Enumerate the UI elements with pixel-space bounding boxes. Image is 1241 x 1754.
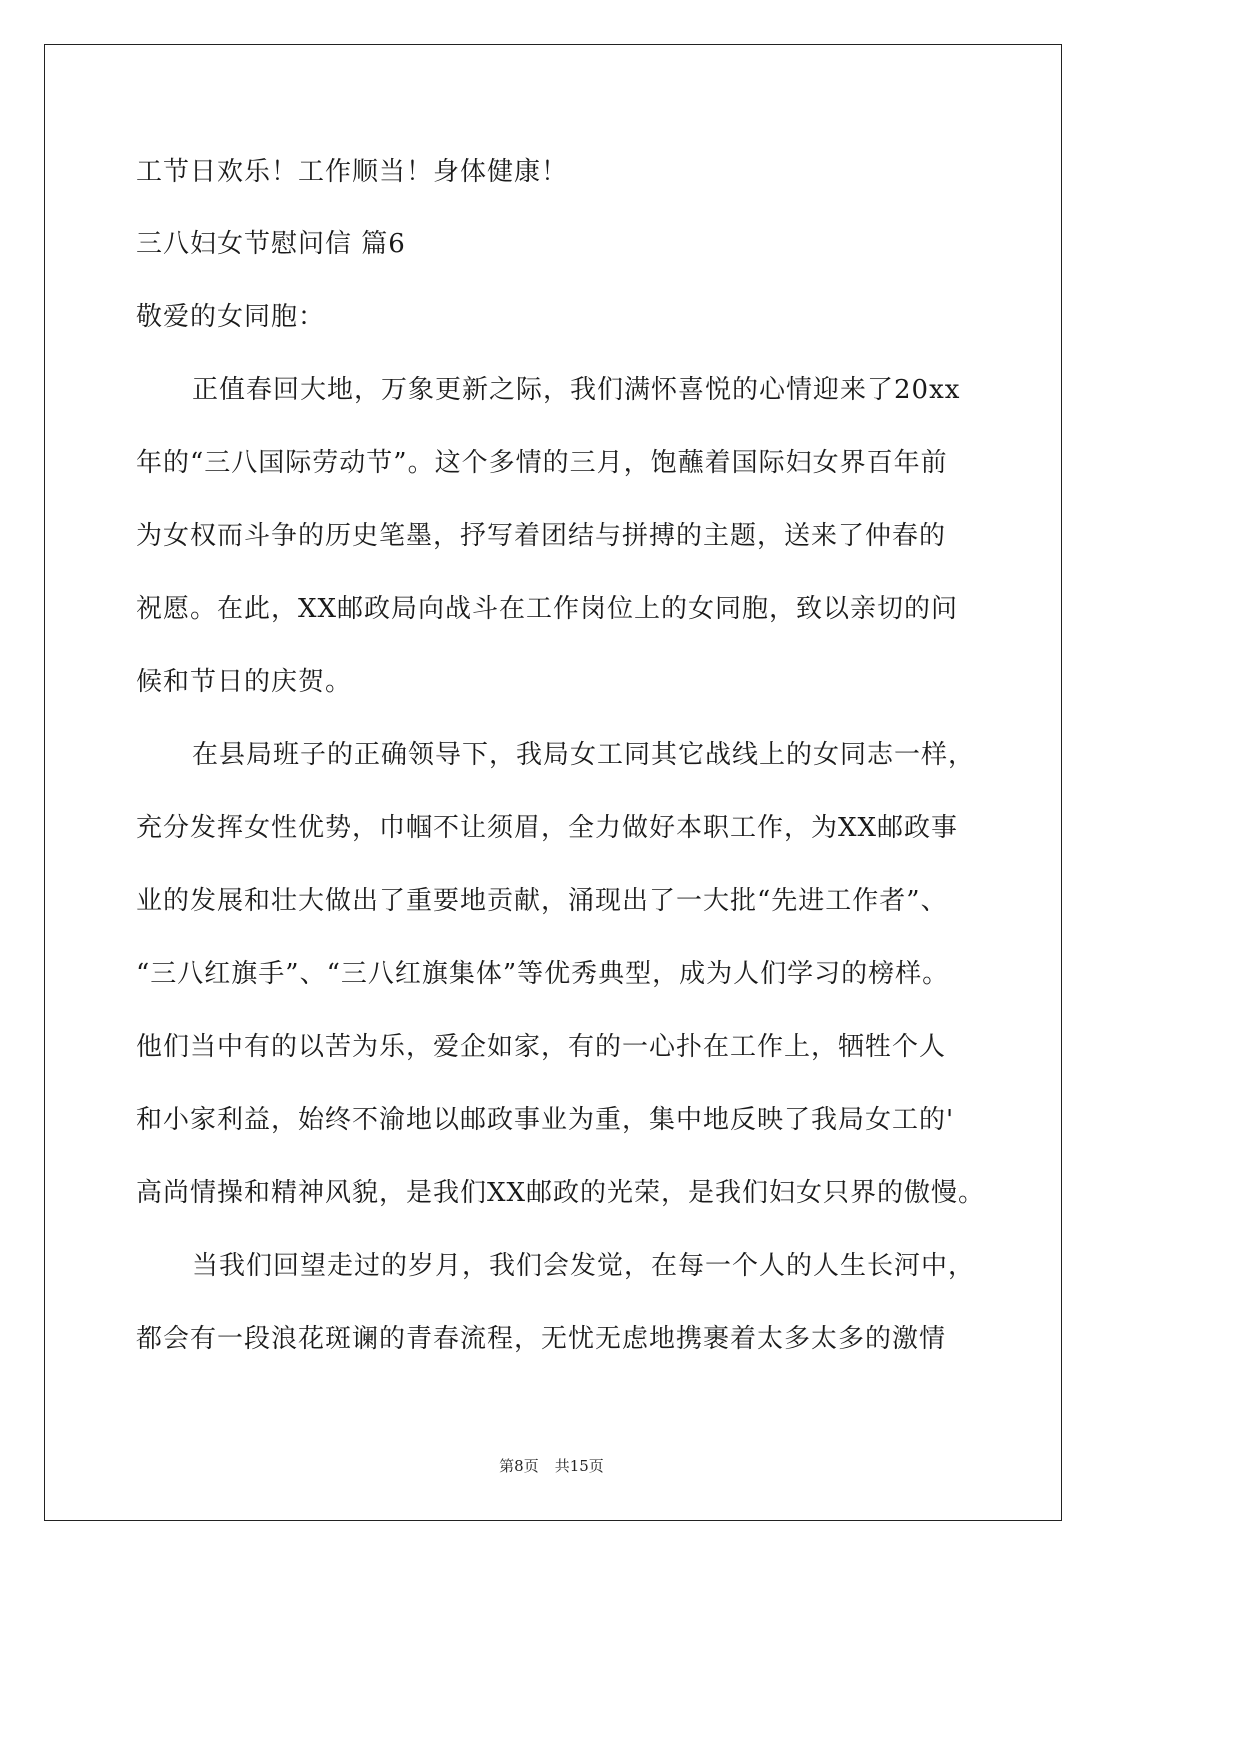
paragraph-line: 祝愿。在此，XX邮政局向战斗在工作岗位上的女同胞，致以亲切的问 <box>136 594 959 624</box>
paragraph-line: 候和节日的庆贺。 <box>136 667 353 697</box>
paragraph-line: 他们当中有的以苦为乐，爱企如家，有的一心扑在工作上，牺牲个人 <box>136 1032 947 1062</box>
paragraph-line: 业的发展和壮大做出了重要地贡献，涌现出了一大批“先进工作者”、 <box>136 886 948 916</box>
salutation: 敬爱的女同胞： <box>136 302 326 332</box>
paragraph-line: 充分发挥女性优势，巾帼不让须眉，全力做好本职工作，为XX邮政事 <box>136 813 959 843</box>
page-total: 共15页 <box>554 1457 604 1475</box>
paragraph-line: 和小家利益，始终不渝地以邮政事业为重，集中地反映了我局女工的' <box>136 1105 955 1135</box>
paragraph-line: “三八红旗手”、“三八红旗集体”等优秀典型，成为人们学习的榜样。 <box>136 959 950 989</box>
paragraph-line: 为女权而斗争的历史笔墨，抒写着团结与拼搏的主题，送来了仲春的 <box>136 521 947 551</box>
text-line: 工节日欢乐！工作顺当！身体健康！ <box>136 157 569 187</box>
page-footer <box>0 1455 1103 1476</box>
section-heading: 三八妇女节慰问信 篇6 <box>136 229 406 259</box>
page-number: 第8页 <box>499 1457 539 1475</box>
paragraph-line: 在县局班子的正确领导下，我局女工同其它战线上的女同志一样， <box>192 740 976 770</box>
paragraph-line: 都会有一段浪花斑谰的青春流程，无忧无虑地携裹着太多太多的激情 <box>136 1324 947 1354</box>
paragraph-line: 当我们回望走过的岁月，我们会发觉，在每一个人的人生长河中， <box>192 1251 976 1281</box>
paragraph-line: 高尚情操和精神风貌，是我们XX邮政的光荣，是我们妇女只界的傲慢。 <box>136 1178 986 1208</box>
paragraph-line: 年的“三八国际劳动节”。这个多情的三月，饱蘸着国际妇女界百年前 <box>136 448 948 478</box>
paragraph-line: 正值春回大地，万象更新之际，我们满怀喜悦的心情迎来了20xx <box>192 375 961 405</box>
page-border <box>44 44 1062 1521</box>
